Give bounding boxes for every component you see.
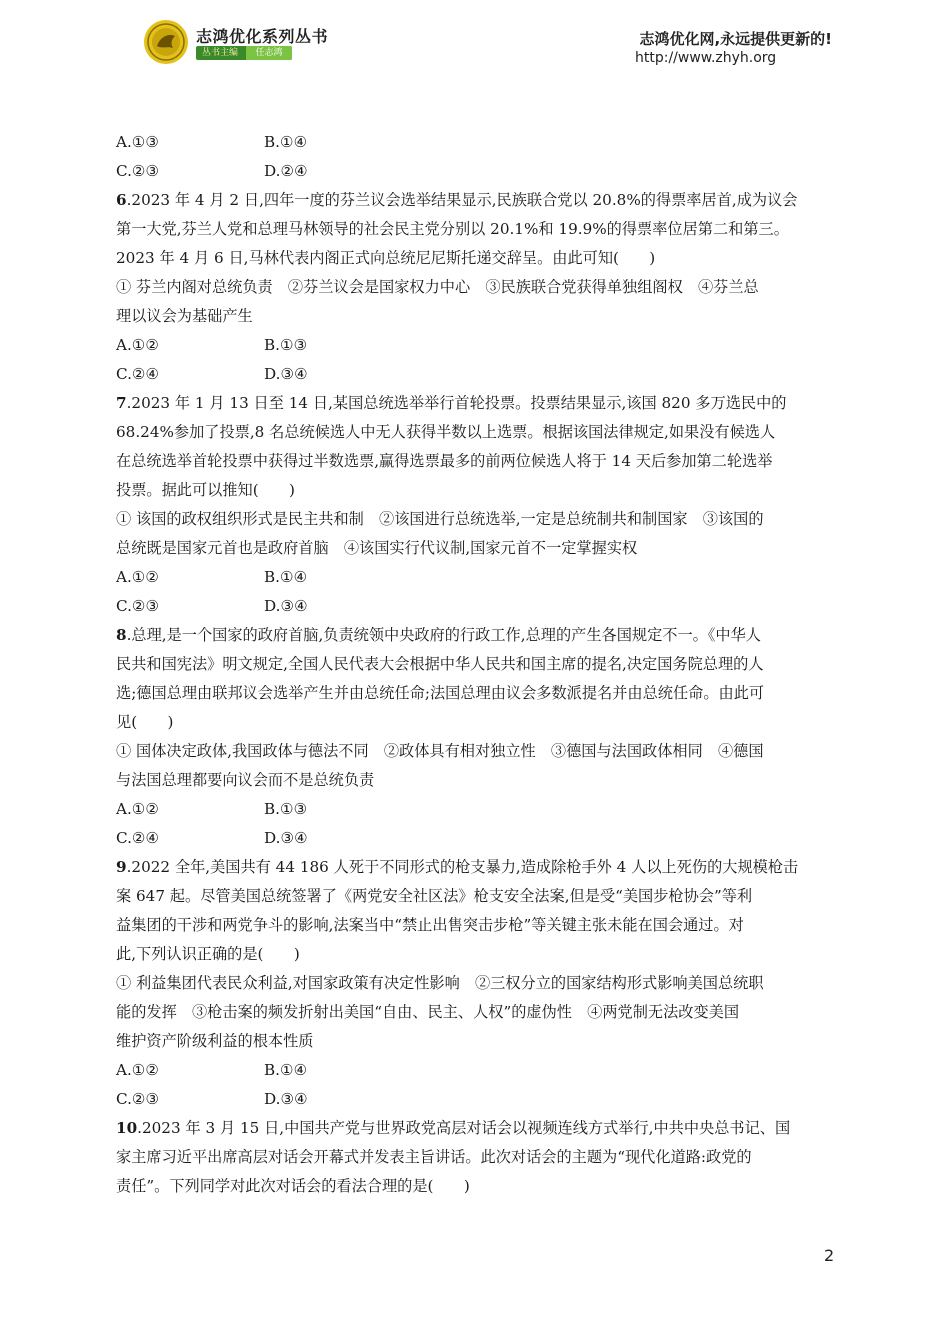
q5-options-row2 [116,157,832,186]
q9-options-row1 [116,1056,832,1085]
q6-statement-line: ① 芬兰内阁对总统负责 ②芬兰议会是国家权力中心 ③民族联合党获得单独组阁权 ④芬兰总 [116,278,759,296]
q10-number: 10 [116,1119,138,1137]
page-header [0,0,950,80]
q6-option-b[interactable]: B.①③ [264,336,308,354]
q6-statement-line: 理以议会为基础产生 [116,307,253,325]
q10-stem-line: 10.2023 年 3 月 15 日,中国共产党与世界政党高层对话会以视频连线方式举行,中共中央总书记、国 [116,1119,791,1137]
q9-statement-line: ① 利益集团代表民众利益,对国家政策有决定性影响 ②三权分立的国家结构形式影响美国总统职 [116,974,764,992]
q9-option-d[interactable]: D.③④ [264,1090,308,1108]
q8-statement-line: ① 国体决定政体,我国政体与德法不同 ②政体具有相对独立性 ③德国与法国政体相同 ④德国 [116,742,764,760]
q5-option-a[interactable]: A.①③ [116,133,160,151]
q6-number: 6 [116,191,127,209]
q9-stem-line: 9.2022 全年,美国共有 44 186 人死于不同形式的枪支暴力,造成除枪手外 4 人以上死伤的大规模枪击 [116,858,799,876]
q8-statement-line: 与法国总理都要向议会而不是总统负责 [116,771,375,789]
editor-badge [196,46,292,60]
q5-option-b[interactable]: B.①④ [264,133,308,151]
q7-statement-line: ① 该国的政权组织形式是民主共和制 ②该国进行总统选举,一定是总统制共和制国家 ③该国的 [116,510,764,528]
q6-option-a[interactable]: A.①② [116,336,160,354]
q9-option-a[interactable]: A.①② [116,1061,160,1079]
q7-statement-line: 总统既是国家元首也是政府首脑 ④该国实行代议制,国家元首不一定掌握实权 [116,539,638,557]
q7-stem-line: 68.24%参加了投票,8 名总统候选人中无人获得半数以上选票。根据该国法律规定,如果没有候选人 [116,423,776,441]
q7-options-row1 [116,563,832,592]
q7-option-d[interactable]: D.③④ [264,597,308,615]
q5-options-row1 [116,128,832,157]
q8-option-a[interactable]: A.①② [116,800,160,818]
site-url-link[interactable]: http://www.zhyh.org [635,50,777,66]
q7-number: 7 [116,394,127,412]
q9-number: 9 [116,858,127,876]
q9-options-row2 [116,1085,832,1114]
q6-stem-line: 2023 年 4 月 6 日,马林代表内阁正式向总统尼尼斯托递交辞呈。由此可知( ) [116,249,656,267]
q6-option-d[interactable]: D.③④ [264,365,308,383]
page-number: 2 [824,1246,835,1265]
q8-stem-line: 民共和国宪法》明文规定,全国人民代表大会根据中华人民共和国主席的提名,决定国务院总理的人 [116,655,764,673]
q6-stem-line: 6.2023 年 4 月 2 日,四年一度的芬兰议会选举结果显示,民族联合党以 20.8%的得票率居首,成为议会 [116,191,798,209]
question-content [116,128,832,1201]
editor-name: 任志鸿 [246,46,292,60]
q6-options-row2 [116,360,832,389]
q5-option-c[interactable]: C.②③ [116,162,160,180]
q9-stem-line: 益集团的干涉和两党争斗的影响,法案当中“禁止出售突击步枪”等关键主张未能在国会通过。对 [116,916,744,934]
q8-options-row2 [116,824,832,853]
q8-option-c[interactable]: C.②④ [116,829,160,847]
q6-stem-line: 第一大党,芬兰人党和总理马林领导的社会民主党分别以 20.1%和 19.9%的得票率位居第二和第三。 [116,220,789,238]
q10-stem-line: 责任”。下列同学对此次对话会的看法合理的是( ) [116,1177,470,1195]
editor-label: 丛书主编 [202,48,239,58]
q6-option-c[interactable]: C.②④ [116,365,160,383]
q9-statement-line: 能的发挥 ③枪击案的频发折射出美国“自由、民主、人权”的虚伪性 ④两党制无法改变美国 [116,1003,740,1021]
q8-option-b[interactable]: B.①③ [264,800,308,818]
q9-statement-line: 维护资产阶级利益的根本性质 [116,1032,314,1050]
q7-option-b[interactable]: B.①④ [264,568,308,586]
q5-option-d[interactable]: D.②④ [264,162,308,180]
q8-number: 8 [116,626,127,644]
q7-stem-line: 7.2023 年 1 月 13 日至 14 日,某国总统选举举行首轮投票。投票结果显示,该国 820 多万选民中的 [116,394,787,412]
q7-stem-line: 投票。据此可以推知( ) [116,481,295,499]
q7-option-c[interactable]: C.②③ [116,597,160,615]
q9-stem-line: 案 647 起。尽管美国总统签署了《两党安全社区法》枪支安全法案,但是受“美国步枪协会”等利 [116,887,753,905]
q7-option-a[interactable]: A.①② [116,568,160,586]
q10-stem-line: 家主席习近平出席高层对话会开幕式并发表主旨讲话。此次对话会的主题为“现代化道路:政党的 [116,1148,752,1166]
series-title: 志鸿优化系列丛书 [196,27,329,46]
q8-stem-line: 见( ) [116,713,174,731]
q8-option-d[interactable]: D.③④ [264,829,308,847]
q8-options-row1 [116,795,832,824]
q7-stem-line: 在总统选举首轮投票中获得过半数选票,赢得选票最多的前两位候选人将于 14 天后参加第二轮选举 [116,452,773,470]
q8-stem-line: 选;德国总理由联邦议会选举产生并由总统任命;法国总理由议会多数派提名并由总统任命。由此可 [116,684,765,702]
q6-options-row1 [116,331,832,360]
q9-stem-line: 此,下列认识正确的是( ) [116,945,300,963]
site-slogan: 志鸿优化网,永远提供更新的! [639,30,832,48]
q8-stem-line: 8.总理,是一个国家的政府首脑,负责统领中央政府的行政工作,总理的产生各国规定不一。《中华人 [116,626,761,644]
q9-option-c[interactable]: C.②③ [116,1090,160,1108]
seal-logo-icon [143,19,189,65]
q7-options-row2 [116,592,832,621]
q9-option-b[interactable]: B.①④ [264,1061,308,1079]
